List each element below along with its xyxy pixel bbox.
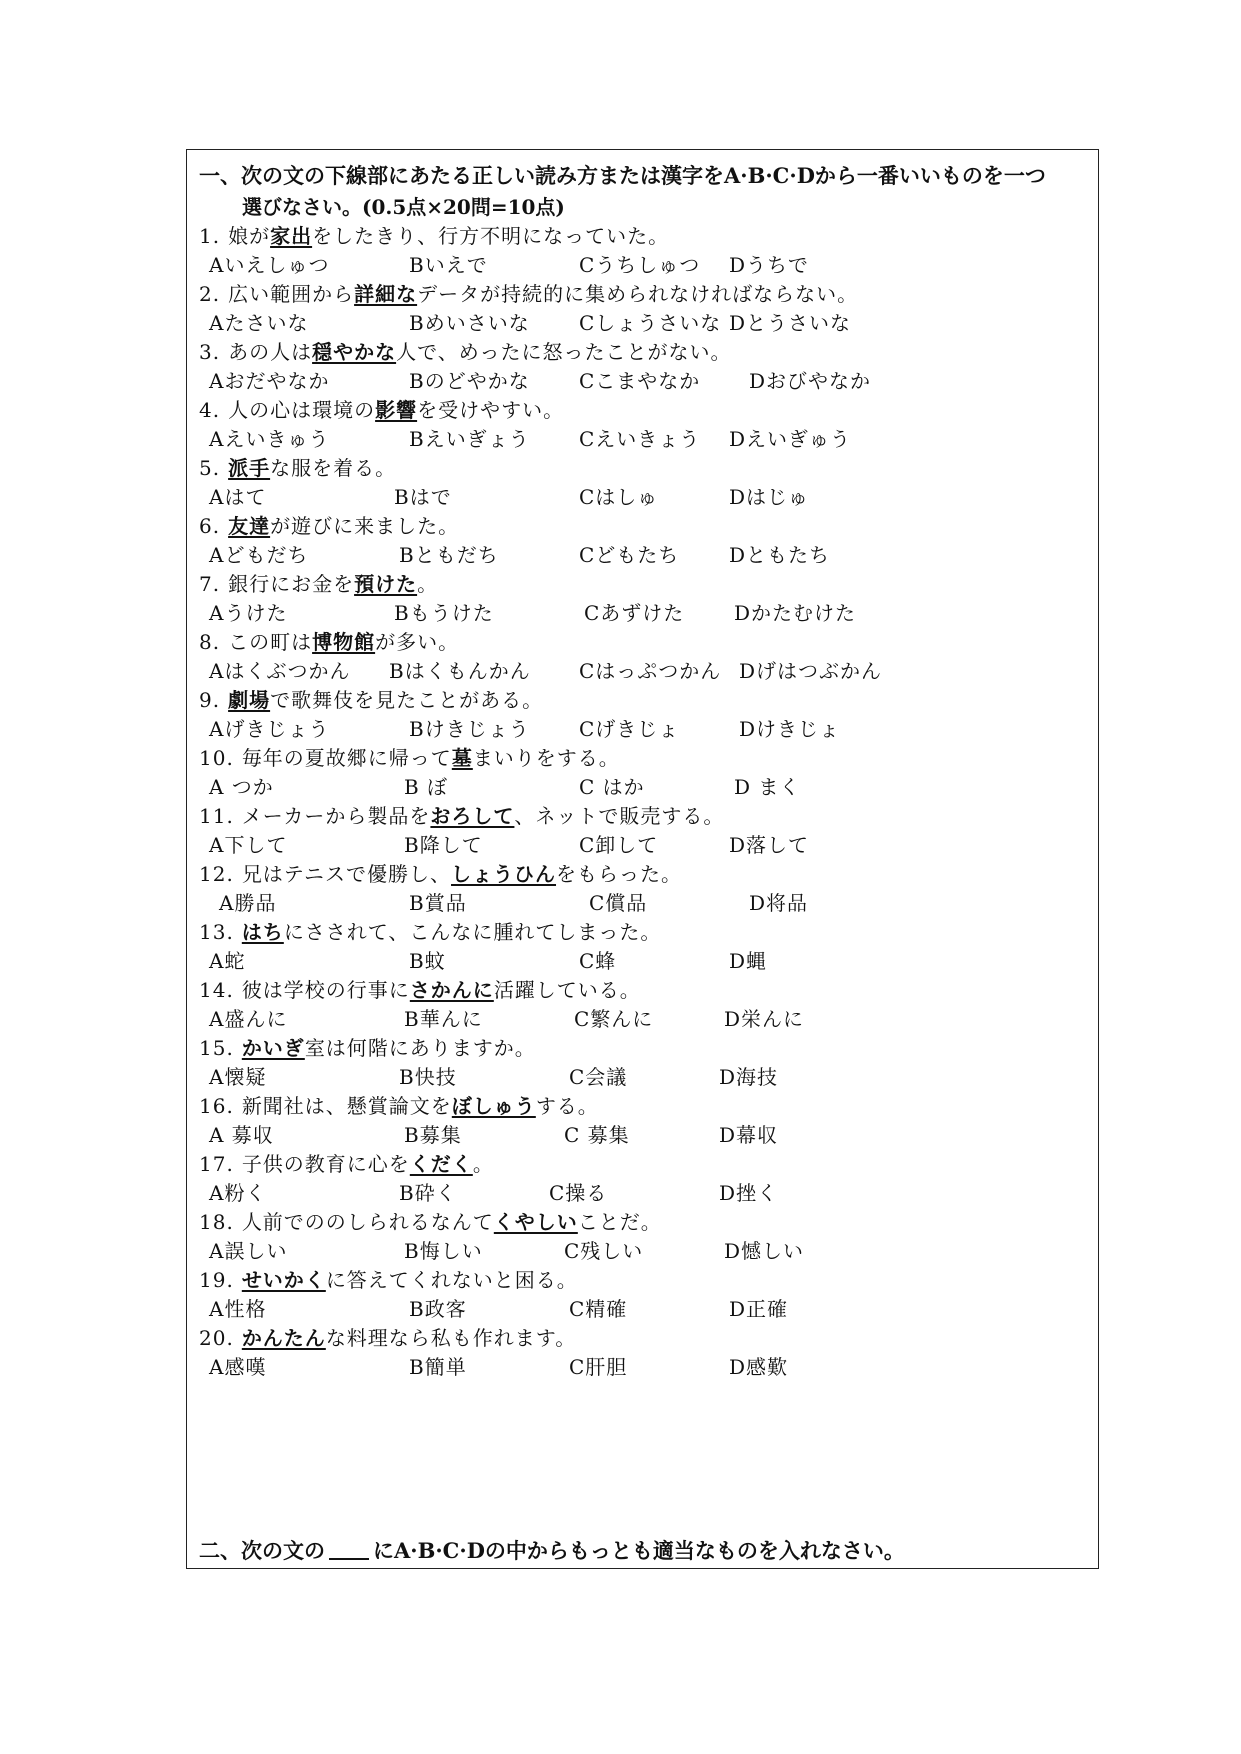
option-b: Bはで	[394, 485, 452, 509]
option-c: C肝胆	[569, 1355, 628, 1379]
option-a: A盛んに	[209, 1007, 288, 1031]
question-number: 4.	[199, 398, 221, 422]
option-b: B降して	[404, 833, 483, 857]
section2-title	[199, 1535, 905, 1565]
option-a: A下して	[209, 833, 288, 857]
option-b: B悔しい	[404, 1239, 483, 1263]
question-target: せいかく	[241, 1268, 326, 1292]
option-d: D正確	[729, 1297, 789, 1321]
question-10	[199, 742, 620, 771]
option-a: Aはくぶつかん	[209, 659, 351, 683]
option-b: Bいえで	[409, 253, 488, 277]
question-15	[199, 1032, 536, 1061]
question-6	[199, 510, 459, 539]
option-c: Cはしゅ	[579, 485, 659, 509]
option-a: Aおだやなか	[209, 369, 330, 393]
option-c: C 募集	[564, 1123, 630, 1147]
option-d: D将品	[749, 891, 809, 915]
option-b: B募集	[404, 1123, 462, 1147]
option-d: Dはじゅ	[729, 485, 810, 509]
question-text-after: 人で、めったに怒ったことがない。	[396, 340, 732, 364]
question-text-after: な料理なら私も作れます。	[325, 1326, 577, 1350]
question-text-after: をもらった。	[556, 862, 683, 886]
question-target: おろして	[430, 804, 515, 828]
option-c: C卸して	[579, 833, 659, 857]
question-text-after: 。	[417, 572, 439, 596]
question-16	[199, 1090, 599, 1119]
question-text-after: まいりをする。	[472, 746, 620, 770]
option-c: C精確	[569, 1297, 628, 1321]
option-d: Dともたち	[729, 543, 831, 567]
option-a: A性格	[209, 1297, 267, 1321]
option-d: Dけきじょ	[739, 717, 841, 741]
question-text-after: な服を着る。	[270, 456, 397, 480]
question-target: さかんに	[409, 978, 494, 1002]
question-text-after: する。	[535, 1094, 599, 1118]
question-target: 影響	[375, 398, 418, 422]
question-text-before: 新聞社は、懸賞論文を	[241, 1094, 452, 1118]
option-c: C残しい	[564, 1239, 644, 1263]
question-target: ぼしゅう	[451, 1094, 536, 1118]
question-number: 8.	[199, 630, 221, 654]
question-text-before: 人前でののしられるなんて	[241, 1210, 494, 1234]
question-target: 家出	[270, 224, 313, 248]
question-text-before: 子供の教育に心を	[241, 1152, 410, 1176]
question-4	[199, 394, 564, 423]
question-text-after: 。	[472, 1152, 494, 1176]
question-2	[199, 278, 858, 307]
question-number: 17.	[199, 1152, 234, 1176]
option-c: C はか	[579, 775, 645, 799]
question-target: かいぎ	[241, 1036, 305, 1060]
question-text-after: 活躍している。	[493, 978, 641, 1002]
question-8	[199, 626, 459, 655]
exam-box	[186, 149, 1099, 1569]
option-b: B蚊	[409, 949, 446, 973]
option-a: A 募収	[209, 1123, 274, 1147]
option-b: B華んに	[404, 1007, 483, 1031]
option-c: Cはっぷつかん	[579, 659, 722, 683]
question-text-before: 毎年の夏故郷に帰って	[241, 746, 452, 770]
question-number: 14.	[199, 978, 234, 1002]
option-d: D栄んに	[724, 1007, 805, 1031]
question-number: 3.	[199, 340, 221, 364]
question-17	[199, 1148, 494, 1177]
question-7	[199, 568, 438, 597]
option-d: Dえいぎゅう	[729, 427, 852, 451]
option-b: Bえいぎょう	[409, 427, 530, 451]
question-9	[199, 684, 543, 713]
option-c: Cえいきょう	[579, 427, 701, 451]
option-a: A勝品	[219, 891, 277, 915]
question-text-after: ことだ。	[577, 1210, 662, 1234]
option-a: A粉く	[209, 1181, 267, 1205]
question-number: 7.	[199, 572, 221, 596]
option-a: Aどもだち	[209, 543, 309, 567]
question-number: 10.	[199, 746, 234, 770]
question-number: 12.	[199, 862, 234, 886]
option-a: A蛇	[209, 949, 246, 973]
question-text-before: 銀行にお金を	[228, 572, 355, 596]
question-3	[199, 336, 732, 365]
option-a: A懐疑	[209, 1065, 267, 1089]
option-b: Bはくもんかん	[389, 659, 531, 683]
question-number: 13.	[199, 920, 234, 944]
question-number: 11.	[199, 804, 234, 828]
option-a: A誤しい	[209, 1239, 288, 1263]
option-c: Cこまやなか	[579, 369, 701, 393]
question-target: 詳細な	[354, 282, 418, 306]
option-a: A つか	[209, 775, 274, 799]
option-b: B賞品	[409, 891, 467, 915]
question-number: 9.	[199, 688, 221, 712]
question-number: 16.	[199, 1094, 234, 1118]
option-c: Cどもたち	[579, 543, 680, 567]
question-19	[199, 1264, 578, 1293]
question-number: 2.	[199, 282, 221, 306]
question-text-before: 娘が	[228, 224, 271, 248]
option-b: B簡単	[409, 1355, 467, 1379]
question-text-before: あの人は	[228, 340, 313, 364]
question-target: はち	[241, 920, 284, 944]
option-d: Dおびやなか	[749, 369, 872, 393]
question-target: 友達	[228, 514, 271, 538]
question-13	[199, 916, 661, 945]
question-text-after: をしたきり、行方不明になっていた。	[312, 224, 670, 248]
option-a: A感嘆	[209, 1355, 267, 1379]
option-d: D憾しい	[724, 1239, 805, 1263]
option-a: Aたさいな	[209, 311, 309, 335]
question-text-after: で歌舞伎を見たことがある。	[270, 688, 544, 712]
question-14	[199, 974, 641, 1003]
option-d: D まく	[734, 775, 801, 799]
option-b: B快技	[399, 1065, 457, 1089]
option-b: Bもうけた	[394, 601, 494, 625]
option-d: Dかたむけた	[734, 601, 857, 625]
answer-blank	[329, 1540, 369, 1560]
question-number: 19.	[199, 1268, 234, 1292]
question-target: 劇場	[228, 688, 271, 712]
option-a: Aえいきゅう	[209, 427, 330, 451]
option-c: Cしょうさいな	[579, 311, 722, 335]
question-number: 15.	[199, 1036, 234, 1060]
question-5	[199, 452, 396, 481]
option-d: Dうちで	[729, 253, 809, 277]
option-b: Bめいさいな	[409, 311, 530, 335]
option-b: Bけきじょう	[409, 717, 530, 741]
question-1	[199, 220, 669, 249]
question-target: くだく	[409, 1152, 473, 1176]
question-target: かんたん	[241, 1326, 326, 1350]
option-c: C蜂	[579, 949, 617, 973]
option-d: Dとうさいな	[729, 311, 852, 335]
question-text-before: 彼は学校の行事に	[241, 978, 410, 1002]
option-d: D海技	[719, 1065, 779, 1089]
option-a: Aうけた	[209, 601, 288, 625]
section1-title: 一、次の文の下線部にあたる正しい読み方または漢字をA·B·C·Dから一番いいものを一つ	[199, 163, 1046, 188]
option-d: D落して	[729, 833, 810, 857]
question-text-after: データが持続的に集められなければならない。	[417, 282, 859, 306]
question-text-after: を受けやすい。	[417, 398, 565, 422]
question-18	[199, 1206, 662, 1235]
question-target: 派手	[228, 456, 271, 480]
question-12	[199, 858, 682, 887]
question-text-before: メーカーから製品を	[241, 804, 431, 828]
option-d: D蝿	[729, 949, 768, 973]
option-c: C繁んに	[574, 1007, 654, 1031]
question-text-after: が遊びに来ました。	[270, 514, 460, 538]
option-b: B ぼ	[404, 775, 449, 799]
question-number: 18.	[199, 1210, 234, 1234]
option-a: Aいえしゅつ	[209, 253, 330, 277]
option-c: C会議	[569, 1065, 628, 1089]
section2-suffix: にA·B·C·Dの中からもっとも適当なものを入れなさい。	[373, 1538, 905, 1563]
question-20	[199, 1322, 576, 1351]
option-a: Aげきじょう	[209, 717, 330, 741]
question-text-before: 広い範囲から	[228, 282, 355, 306]
option-c: Cあずけた	[584, 601, 685, 625]
question-text-before: 兄はテニスで優勝し、	[241, 862, 452, 886]
option-c: C償品	[589, 891, 648, 915]
question-text-after: に答えてくれないと困る。	[325, 1268, 578, 1292]
option-d: Dげはつぶかん	[739, 659, 883, 683]
question-number: 6.	[199, 514, 221, 538]
option-d: D挫く	[719, 1181, 779, 1205]
option-d: D感歎	[729, 1355, 789, 1379]
question-text-after: 室は何階にありますか。	[304, 1036, 536, 1060]
question-text-after: 、ネットで販売する。	[514, 804, 725, 828]
question-target: 穏やかな	[312, 340, 397, 364]
question-target: 墓	[451, 746, 473, 770]
option-c: Cうちしゅつ	[579, 253, 701, 277]
question-text-after: にさされて、こんなに腫れてしまった。	[283, 920, 662, 944]
option-b: Bともだち	[399, 543, 499, 567]
question-target: 博物館	[312, 630, 376, 654]
option-b: Bのどやかな	[409, 369, 530, 393]
question-number: 5.	[199, 456, 221, 480]
question-target: 預けた	[354, 572, 418, 596]
question-target: くやしい	[493, 1210, 578, 1234]
question-11	[199, 800, 724, 829]
question-text-before: 人の心は環境の	[228, 398, 376, 422]
option-c: C操る	[549, 1181, 608, 1205]
section2-prefix: 二、次の文の	[199, 1538, 325, 1563]
option-b: B政客	[409, 1297, 467, 1321]
question-number: 20.	[199, 1326, 234, 1350]
option-c: Cげきじょ	[579, 717, 680, 741]
question-target: しょうひん	[451, 862, 557, 886]
option-d: D幕収	[719, 1123, 779, 1147]
option-a: Aはて	[209, 485, 267, 509]
question-text-before: この町は	[228, 630, 313, 654]
section1-subtitle: 選びなさい。(0.5点×20問=10点)	[242, 195, 565, 219]
question-text-after: が多い。	[375, 630, 460, 654]
option-b: B砕く	[399, 1181, 457, 1205]
question-number: 1.	[199, 224, 221, 248]
